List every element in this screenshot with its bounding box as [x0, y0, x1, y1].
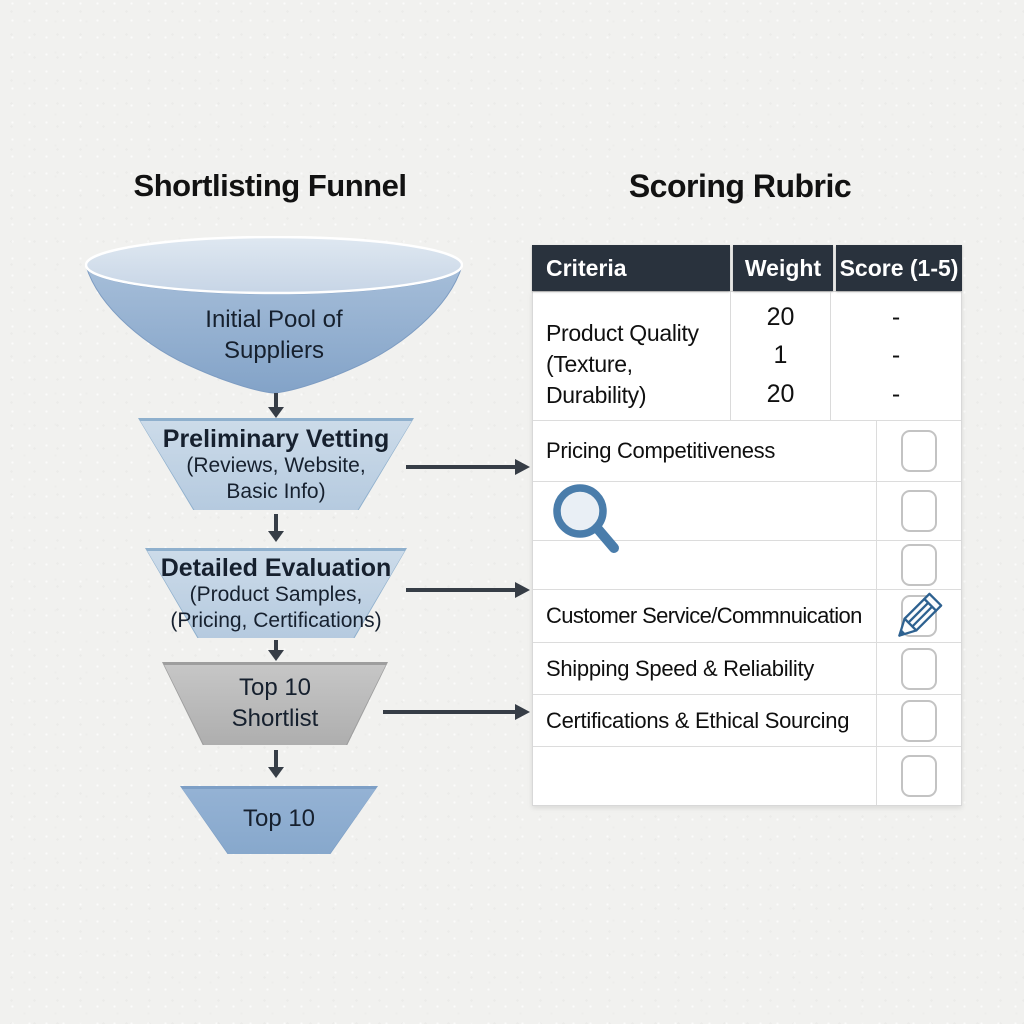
weight-value: 1 [773, 341, 788, 370]
score-box[interactable] [901, 700, 937, 742]
score-box[interactable] [901, 544, 937, 586]
criteria-label [533, 747, 876, 805]
stage-subtitle: (Reviews, Website, [186, 454, 366, 477]
stage-title: Preliminary Vetting [162, 425, 390, 453]
weight-value: 20 [766, 380, 795, 409]
scoring-rubric-table [532, 245, 962, 806]
header-cell-score: Score (1-5) [836, 245, 962, 291]
table-row-product-quality [533, 292, 961, 420]
score-box[interactable] [901, 430, 937, 472]
down-arrow-icon [264, 640, 288, 661]
rubric-header-row [532, 245, 962, 291]
down-arrow-icon [264, 750, 288, 778]
weight-value: 20 [766, 302, 795, 331]
score-box[interactable] [901, 755, 937, 797]
score-box[interactable] [901, 490, 937, 532]
funnel-stage-top10-shortlist [162, 662, 388, 745]
weight-values [731, 292, 831, 420]
stage-subtitle: (Product Samples, [189, 583, 363, 606]
table-row-pricing [533, 420, 961, 481]
stage-subtitle: (Pricing, Certifications) [170, 609, 382, 632]
score-values [831, 292, 961, 420]
score-value: - [891, 341, 901, 370]
down-arrow-icon [264, 514, 288, 542]
connector-arrow-icon [383, 704, 530, 720]
magnifier-icon [544, 483, 634, 563]
stage-title: Detailed Evaluation [160, 554, 392, 582]
score-value: - [891, 380, 901, 409]
table-row-shipping [533, 642, 961, 694]
table-row-certifications [533, 694, 961, 746]
right-title: Scoring Rubric [628, 168, 852, 204]
criteria-label: Shipping Speed & Reliability [546, 655, 814, 681]
funnel-stage-initial-pool [85, 236, 463, 398]
pencil-icon [888, 589, 946, 647]
header-cell-criteria: Criteria [532, 245, 730, 291]
stage-label: Top 10 [242, 805, 316, 832]
criteria-label: Customer Service/Commnuication [546, 603, 862, 628]
stage-initial-pool-label: Initial Pool of Suppliers [205, 306, 343, 364]
criteria-label: Product Quality (Texture, Durability) [533, 292, 731, 420]
connector-arrow-icon [406, 582, 530, 598]
table-row-empty [533, 746, 961, 805]
criteria-label: Pricing Competitiveness [546, 438, 776, 463]
stage-subtitle: Basic Info) [226, 480, 326, 503]
score-box[interactable] [901, 648, 937, 690]
funnel-stage-detailed-evaluation [145, 548, 407, 638]
stage-label: Top 10 Shortlist [231, 674, 319, 732]
criteria-label: Certifications & Ethical Sourcing [546, 707, 850, 733]
header-cell-weight: Weight [733, 245, 833, 291]
funnel-stage-preliminary-vetting [138, 418, 414, 510]
connector-arrow-icon [406, 459, 530, 475]
score-value: - [891, 302, 901, 331]
down-arrow-icon [264, 393, 288, 418]
funnel-stage-top10 [180, 786, 378, 854]
left-title: Shortlisting Funnel [133, 168, 407, 203]
